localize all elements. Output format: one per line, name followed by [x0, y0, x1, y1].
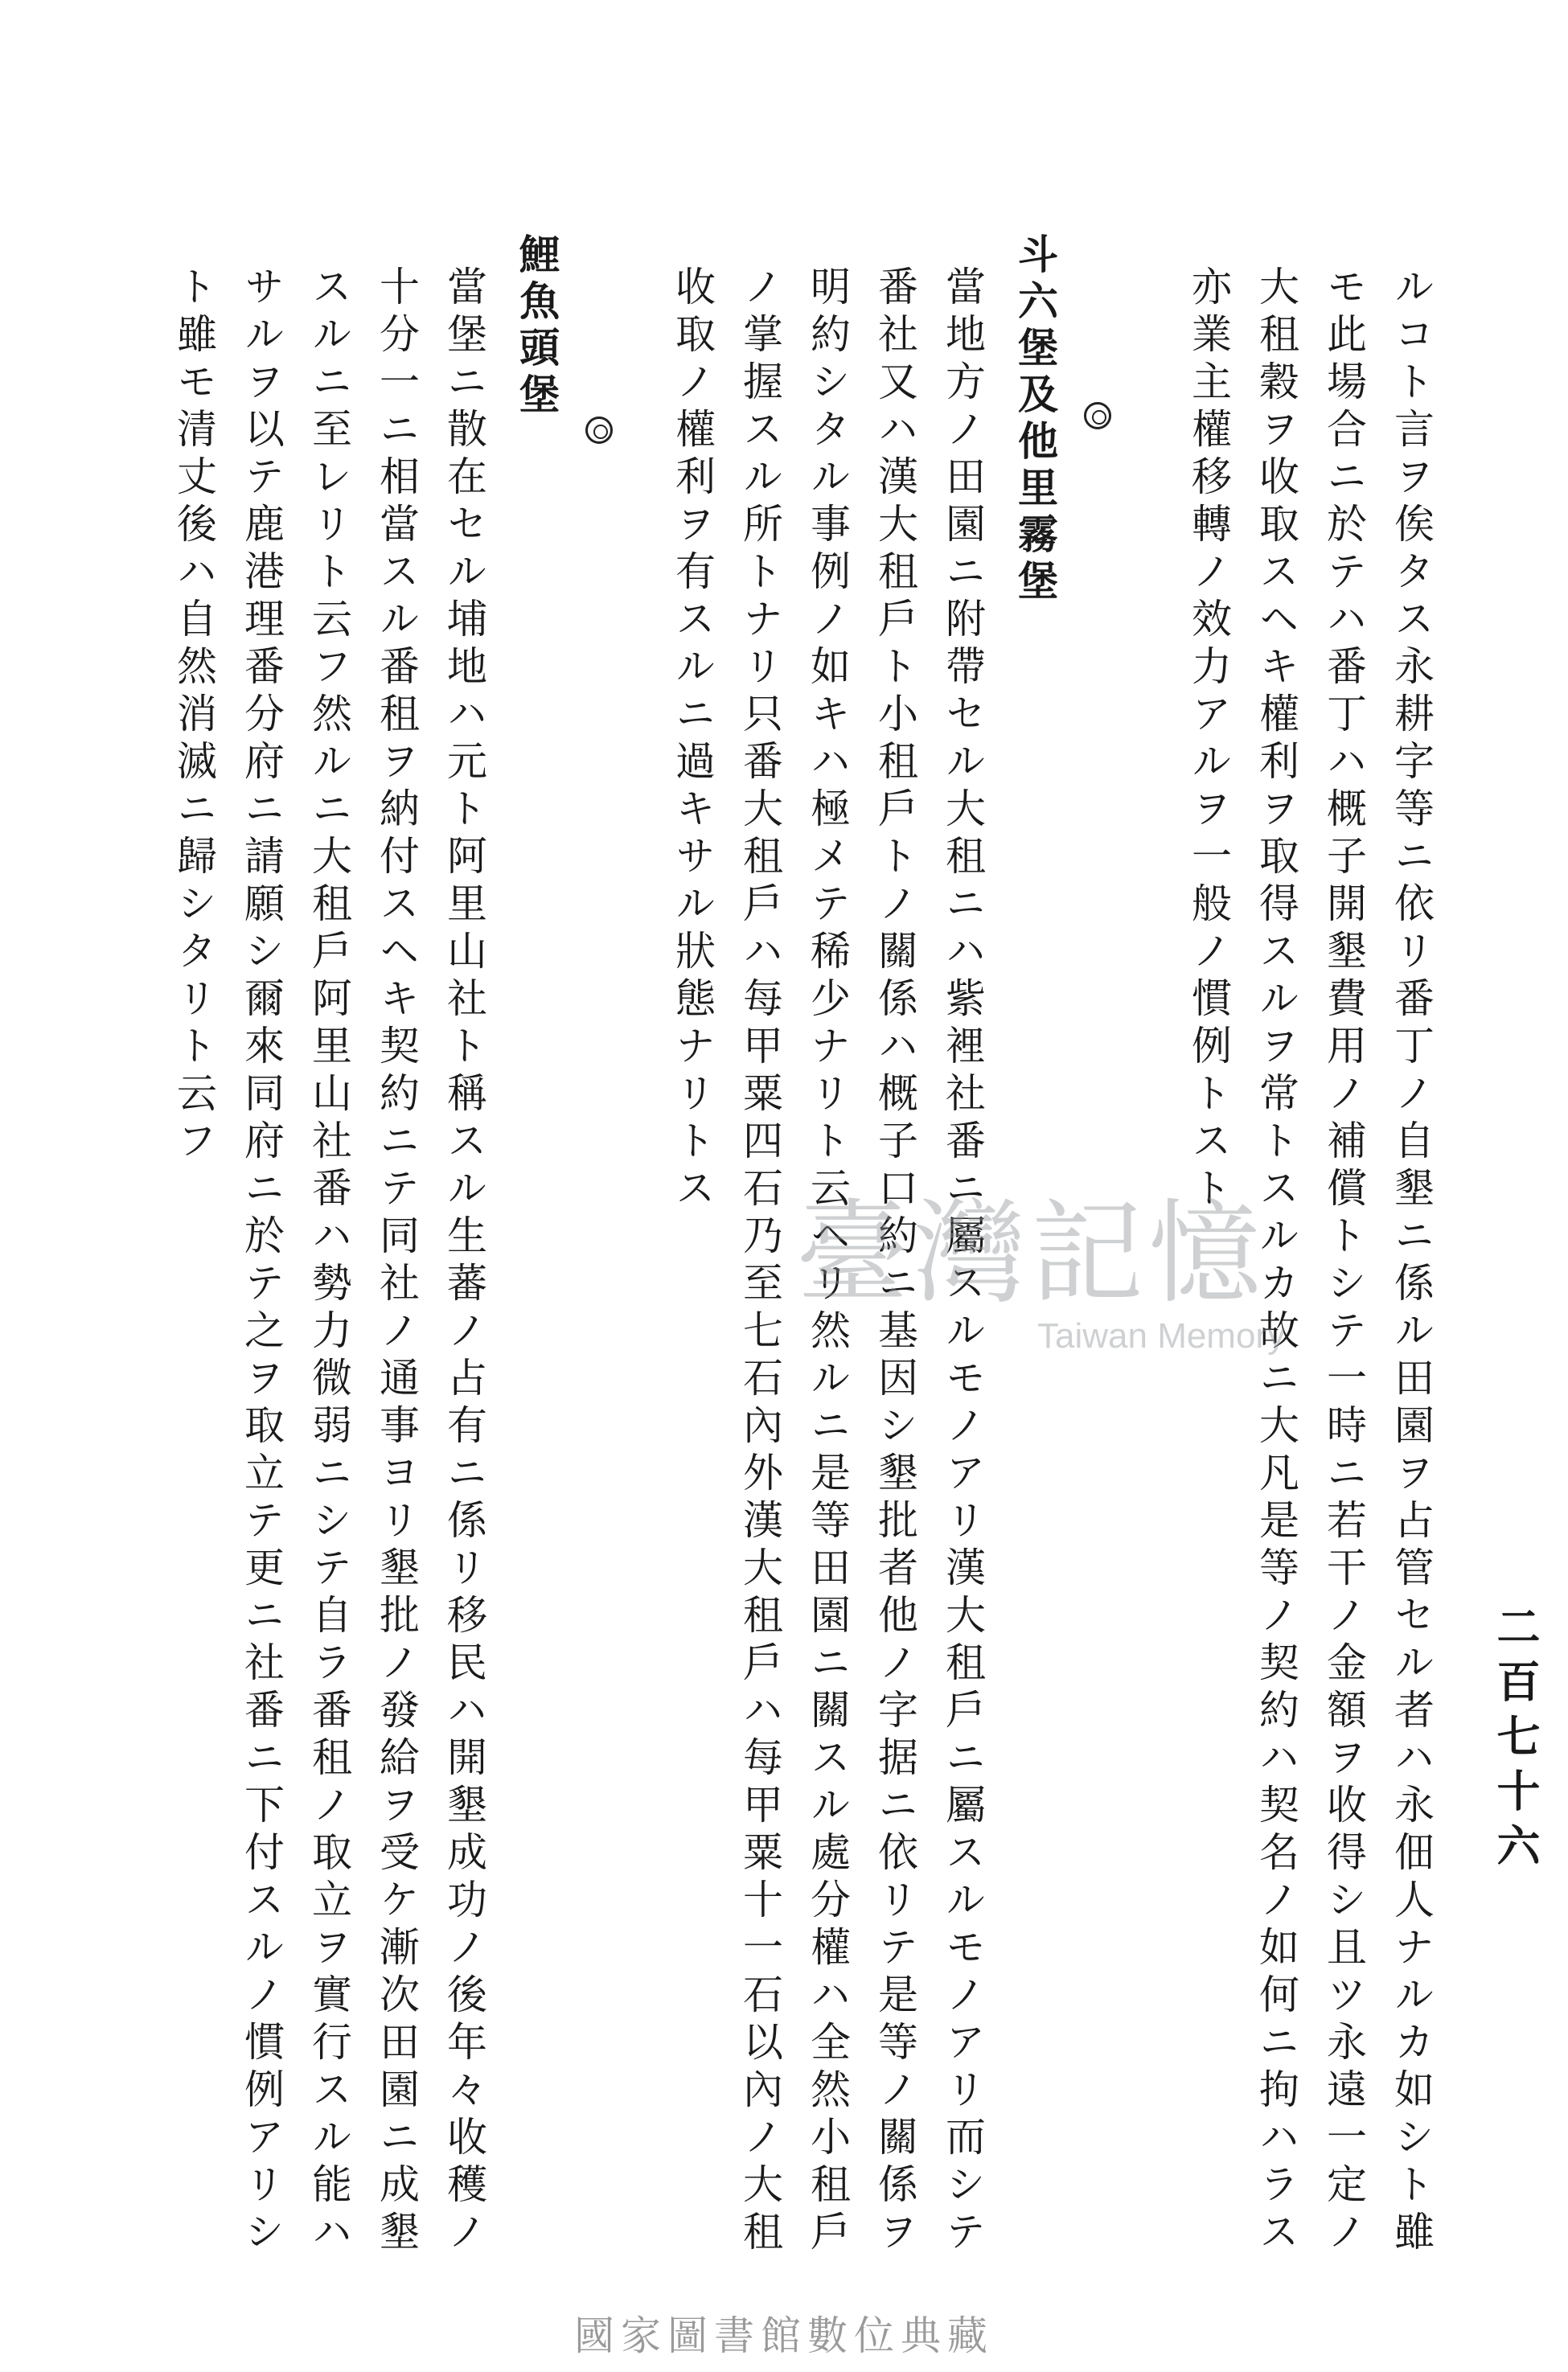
section-mark-icon-2 — [585, 417, 613, 444]
text-column-13: サルヲ以テ鹿港理番分府ニ請願シ爾來同府ニ於テ之ヲ取立テ更ニ社番ニ下付スルノ慣例アリシ — [238, 265, 285, 2258]
section-heading-liyutou: 鯉魚頭堡 — [513, 233, 560, 420]
text-column-8: ノ掌握スル所トナリ只番大租戶ハ每甲粟四石乃至七石內外漢大租戶ハ每甲粟十一石以內ノ大租 — [737, 265, 783, 2258]
text-column-10: 當堡ニ散在セル埔地ハ元ト阿里山社ト稱スル生蕃ノ占有ニ係リ移民ハ開墾成功ノ後年々收穫ノ — [441, 265, 487, 2258]
section-mark-icon — [1084, 402, 1111, 429]
text-column-1: ルコト言ヲ俟タス永耕字等ニ依リ番丁ノ自墾ニ係ル田園ヲ占管セル者ハ永佃人ナルカ如シト雖 — [1388, 265, 1435, 2258]
text-column-5: 當地方ノ田園ニ附帶セル大租ニハ紫裡社番ニ屬スルモノアリ漢大租戶ニ屬スルモノアリ而シテ — [939, 265, 986, 2258]
page-number: 二百七十六 — [1490, 1604, 1541, 1877]
text-column-9: 收取ノ權利ヲ有スルニ過キサル狀態ナリトス — [669, 265, 716, 1214]
text-column-7: 明約シタル事例ノ如キハ極メテ稀少ナリト云ヘリ然ルニ是等田園ニ關スル處分權ハ全然小租戶 — [804, 265, 851, 2258]
text-column-11: 十分一ニ相當スル番租ヲ納付スヘキ契約ニテ同社ノ通事ヨリ墾批ノ發給ヲ受ケ漸次田園ニ成墾 — [373, 265, 420, 2258]
text-column-12: スルニ至レリト云フ然ルニ大租戶阿里山社番ハ勢力微弱ニシテ自ラ番租ノ取立ヲ實行スル能ハ — [306, 265, 352, 2258]
text-column-2: モ此場合ニ於テハ番丁ハ概子開墾費用ノ補償トシテ一時ニ若干ノ金額ヲ收得シ且ツ永遠一定ノ — [1320, 265, 1367, 2258]
watermark-logo — [796, 1188, 1286, 1375]
watermark-title: 臺灣記憶 — [796, 1188, 1266, 1319]
text-column-4: 亦業主權移轉ノ效力アルヲ一般ノ慣例トスト — [1185, 265, 1232, 1214]
text-column-14: ト雖モ清丈後ハ自然消滅ニ歸シタリト云フ — [170, 265, 217, 1167]
section-heading-douliu: 斗六堡及他里霧堡 — [1012, 233, 1059, 606]
footer-credit: 國家圖書館數位典藏 — [574, 2312, 994, 2359]
text-column-3: 大租穀ヲ收取スヘキ權利ヲ取得スルヲ常トスルカ故ニ大凡是等ノ契約ハ契名ノ如何ニ拘ハラス — [1253, 265, 1299, 2258]
watermark-subtitle: Taiwan Memory — [1037, 1316, 1286, 1356]
text-column-6: 番社又ハ漢大租戶ト小租戶トノ關係ハ概子口約ニ基因シ墾批者他ノ字据ニ依リテ是等ノ關係ヲ — [872, 265, 918, 2258]
